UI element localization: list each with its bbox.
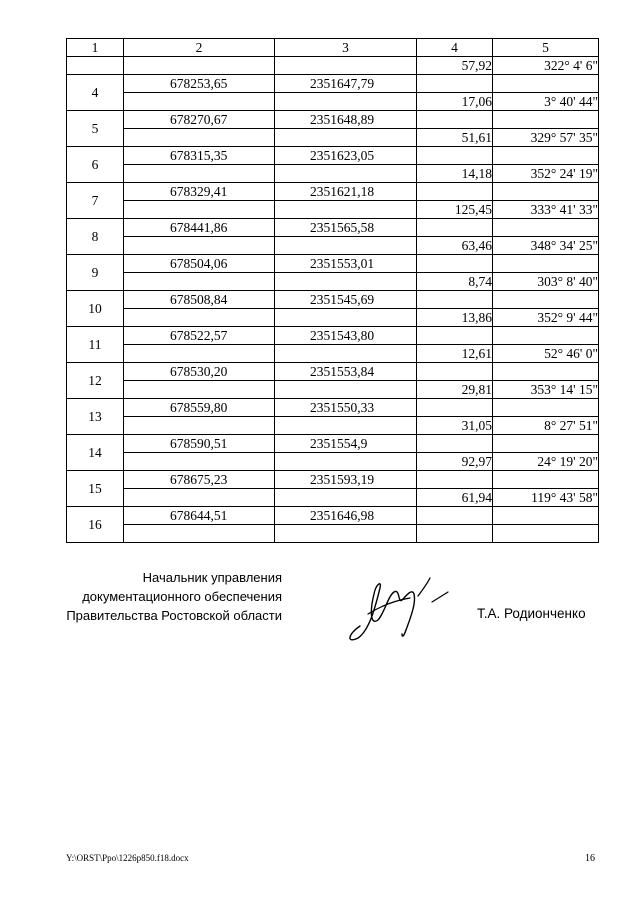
signer-position-line: Правительства Ростовской области (66, 608, 282, 623)
coord-y-value: 2351553,84 (310, 364, 375, 379)
segment-bearing: 352° 24' 19" (493, 165, 599, 183)
coord-x-value: 678522,57 (170, 328, 228, 343)
table-header-row (67, 39, 599, 57)
segment-bearing: 303° 8' 40" (493, 273, 599, 291)
coord-y-value: 2351545,69 (310, 292, 375, 307)
coord-x-value: 678253,65 (170, 76, 228, 91)
coord-x (124, 291, 275, 309)
segment-distance: 17,06 (417, 93, 493, 111)
segment-row (67, 381, 599, 399)
segment-row (67, 129, 599, 147)
coord-y-value: 2351543,80 (310, 328, 375, 343)
coord-y-value: 2351646,98 (310, 508, 375, 523)
coord-y-value: 2351554,9 (310, 436, 368, 451)
coord-y (275, 219, 417, 237)
coord-y-value: 2351648,89 (310, 112, 375, 127)
coord-y (275, 255, 417, 273)
segment-bearing: 322° 4' 6" (493, 57, 599, 75)
coord-y-value: 2351647,79 (310, 76, 375, 91)
coord-x (124, 471, 275, 489)
point-number: 15 (67, 471, 124, 507)
point-number: 9 (67, 255, 124, 291)
signer-position-line: документационного обеспечения (82, 589, 282, 604)
coord-y-value: 2351553,01 (310, 256, 375, 271)
coord-x (124, 75, 275, 93)
header-col-2: 2 (124, 39, 275, 57)
point-row (67, 255, 599, 273)
segment-distance: 125,45 (417, 201, 493, 219)
coord-y (275, 507, 417, 525)
segment-bearing: 353° 14' 15" (493, 381, 599, 399)
coord-x-value: 678441,86 (170, 220, 228, 235)
signer-position-line: Начальник управления (142, 570, 282, 585)
point-number: 4 (67, 75, 124, 111)
segment-bearing: 352° 9' 44" (493, 309, 599, 327)
coord-x-value: 678508,84 (170, 292, 228, 307)
segment-distance: 14,18 (417, 165, 493, 183)
coord-y (275, 471, 417, 489)
segment-distance: 8,74 (417, 273, 493, 291)
segment-row (67, 273, 599, 291)
coord-x-value: 678270,67 (170, 112, 228, 127)
segment-row (67, 417, 599, 435)
segment-distance: 29,81 (417, 381, 493, 399)
point-row (67, 507, 599, 525)
point-number: 12 (67, 363, 124, 399)
header-col-1: 1 (67, 39, 124, 57)
point-number: 11 (67, 327, 124, 363)
coord-y (275, 111, 417, 129)
coord-x-value: 678675,23 (170, 472, 228, 487)
segment-bearing: 3° 40' 44" (493, 93, 599, 111)
coord-x (124, 111, 275, 129)
segment-bearing: 52° 46' 0" (493, 345, 599, 363)
page-number: 16 (585, 853, 595, 864)
coord-y (275, 435, 417, 453)
coord-y-value: 2351565,58 (310, 220, 375, 235)
coord-x-value: 678644,51 (170, 508, 228, 523)
signer-position (66, 568, 282, 625)
segment-distance: 57,92 (417, 57, 493, 75)
segment-distance: 92,97 (417, 453, 493, 471)
segment-row (67, 453, 599, 471)
segment-bearing: 8° 27' 51" (493, 417, 599, 435)
coord-y-value: 2351593,19 (310, 472, 375, 487)
point-row (67, 363, 599, 381)
segment-row (67, 309, 599, 327)
segment-bearing: 348° 34' 25" (493, 237, 599, 255)
point-row (67, 291, 599, 309)
coord-x (124, 219, 275, 237)
coord-y (275, 75, 417, 93)
coord-x (124, 399, 275, 417)
handwritten-signature (340, 574, 460, 644)
point-number: 16 (67, 507, 124, 543)
point-number: 5 (67, 111, 124, 147)
segment-row (67, 93, 599, 111)
coord-x-value: 678559,80 (170, 400, 228, 415)
point-number: 10 (67, 291, 124, 327)
coord-y (275, 147, 417, 165)
segment-bearing: 333° 41' 33" (493, 201, 599, 219)
coord-x (124, 327, 275, 345)
header-col-4: 4 (417, 39, 493, 57)
segment-row (67, 201, 599, 219)
coord-x-value: 678530,20 (170, 364, 228, 379)
segment-row (67, 525, 599, 543)
point-row (67, 471, 599, 489)
segment-row (67, 489, 599, 507)
point-row (67, 327, 599, 345)
segment-distance: 51,61 (417, 129, 493, 147)
signature-block (0, 568, 640, 648)
segment-row (67, 345, 599, 363)
coord-y (275, 399, 417, 417)
coord-y (275, 327, 417, 345)
segment-bearing (493, 525, 599, 543)
segment-distance: 12,61 (417, 345, 493, 363)
signer-name: Т.А. Родионченко (477, 606, 586, 621)
segment-distance: 13,86 (417, 309, 493, 327)
coord-x (124, 363, 275, 381)
coord-x (124, 147, 275, 165)
coord-x-value: 678315,35 (170, 148, 228, 163)
coord-y (275, 183, 417, 201)
coord-x (124, 507, 275, 525)
coord-x-value: 678504,06 (170, 256, 228, 271)
point-number: 8 (67, 219, 124, 255)
point-number: 13 (67, 399, 124, 435)
point-row (67, 399, 599, 417)
point-number: 6 (67, 147, 124, 183)
coord-y (275, 291, 417, 309)
coord-x (124, 255, 275, 273)
segment-row (67, 237, 599, 255)
coord-x-value: 678590,51 (170, 436, 228, 451)
point-row (67, 75, 599, 93)
coord-y-value: 2351621,18 (310, 184, 375, 199)
file-path: Y:\ORST\Ppo\1226p850.f18.docx (66, 853, 189, 863)
point-row (67, 435, 599, 453)
header-col-3: 3 (275, 39, 417, 57)
point-row (67, 219, 599, 237)
point-number: 14 (67, 435, 124, 471)
segment-row (67, 57, 599, 75)
coordinates-table (66, 38, 599, 543)
segment-bearing: 329° 57' 35" (493, 129, 599, 147)
coord-x-value: 678329,41 (170, 184, 228, 199)
segment-distance: 31,05 (417, 417, 493, 435)
header-col-5: 5 (493, 39, 599, 57)
coord-x (124, 435, 275, 453)
point-row (67, 111, 599, 129)
coord-y-value: 2351550,33 (310, 400, 375, 415)
segment-distance (417, 525, 493, 543)
point-row (67, 183, 599, 201)
segment-row (67, 165, 599, 183)
segment-bearing: 24° 19' 20" (493, 453, 599, 471)
segment-distance: 63,46 (417, 237, 493, 255)
segment-distance: 61,94 (417, 489, 493, 507)
point-number: 7 (67, 183, 124, 219)
point-row (67, 147, 599, 165)
coord-x (124, 183, 275, 201)
coord-y (275, 363, 417, 381)
coord-y-value: 2351623,05 (310, 148, 375, 163)
segment-bearing: 119° 43' 58" (493, 489, 599, 507)
